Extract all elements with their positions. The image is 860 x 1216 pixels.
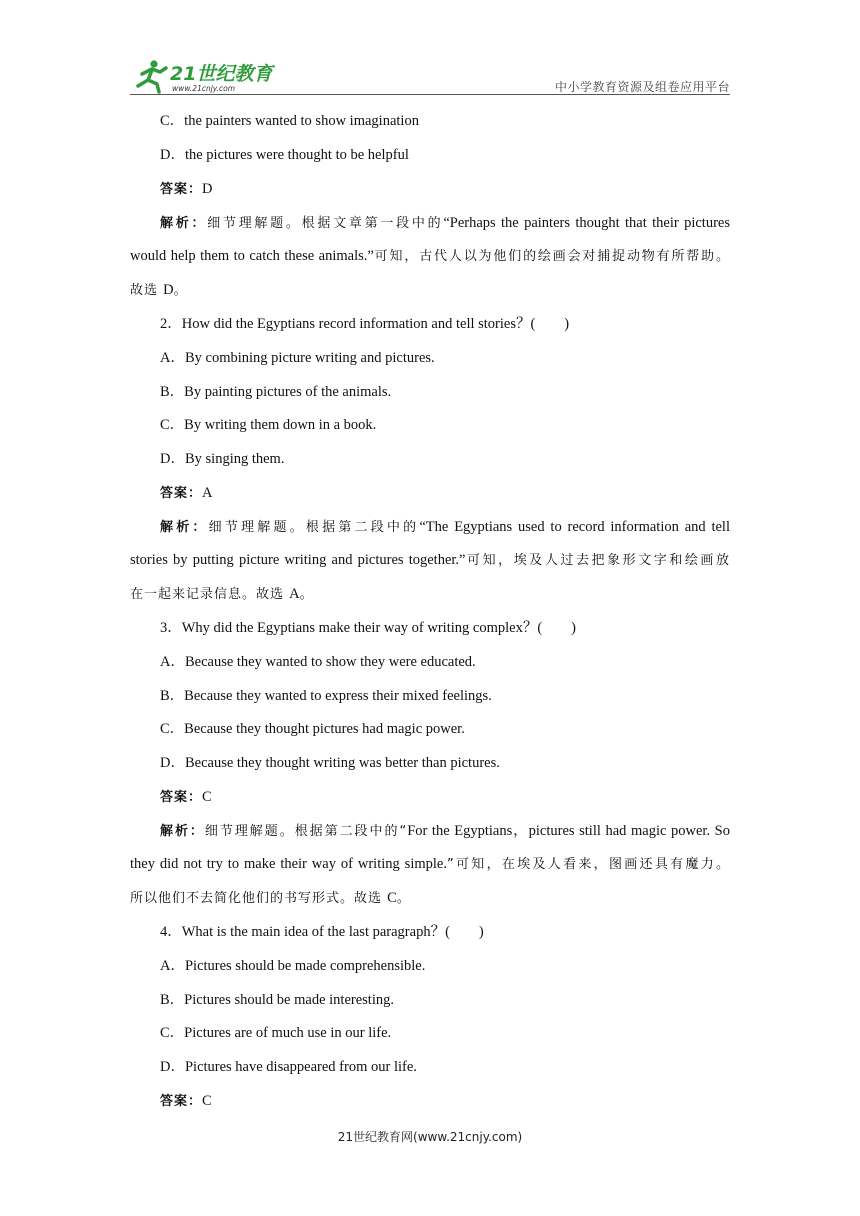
option-line <box>160 449 730 469</box>
text-segment: C．the painters wanted to show imagination <box>160 113 419 129</box>
logo-url: www.21cnjy.com <box>172 84 236 93</box>
header-divider <box>130 94 730 95</box>
text-segment: For the Egyptians，pictures still had magic power. So <box>407 823 730 839</box>
text-segment: 3．Why did the Egyptians make their way of writing complex？( ) <box>160 620 576 636</box>
option-line <box>160 348 730 368</box>
text-segment: 可知，古代人以为他们的绘画会对捕捉动物有所帮助。 <box>373 249 730 264</box>
explanation-line <box>130 888 730 909</box>
text-segment: D．Pictures have disappeared from our life. <box>160 1059 417 1075</box>
option-line <box>160 686 730 706</box>
option-line <box>160 1057 730 1077</box>
text-segment: A <box>289 586 300 602</box>
text-segment: B．By painting pictures of the animals. <box>160 384 392 400</box>
explanation-line <box>160 821 730 842</box>
text-segment: D．Because they thought writing was better than pictures. <box>160 755 500 771</box>
explanation-line <box>130 246 730 267</box>
option-line <box>160 415 730 435</box>
text-segment: A．Pictures should be made comprehensible. <box>160 958 426 974</box>
text-segment: B．Because they wanted to express their mixed feelings. <box>160 688 492 704</box>
explanation-line <box>160 213 730 234</box>
text-segment: C <box>202 1093 212 1109</box>
text-segment: stories by putting picture writing and pictures together.” <box>130 552 466 568</box>
text-segment: 故选 <box>130 283 164 298</box>
option-line <box>160 719 730 739</box>
option-line <box>160 753 730 773</box>
label-text: 答案： <box>160 1094 203 1109</box>
text-segment: “The Egyptians used to record information and tell <box>419 519 730 535</box>
answer-line <box>160 1091 730 1112</box>
text-segment: D．the pictures were thought to be helpful <box>160 147 409 163</box>
option-line <box>160 956 730 976</box>
option-line <box>160 145 730 165</box>
label-text: 答案： <box>160 790 203 805</box>
text-segment: C <box>387 890 397 906</box>
text-segment: D <box>163 282 174 298</box>
text-segment: D <box>202 181 213 197</box>
text-segment: C．By writing them down in a book. <box>160 417 377 433</box>
explanation-line <box>160 517 730 538</box>
question-line <box>160 922 730 942</box>
explanation-line <box>130 550 730 571</box>
option-line <box>160 990 730 1010</box>
label-text: 解析： <box>160 216 208 231</box>
explanation-line <box>130 854 730 875</box>
text-segment: would help them to catch these animals.” <box>130 248 374 264</box>
answer-line <box>160 787 730 808</box>
text-segment: 。 <box>396 891 411 906</box>
text-segment: 。 <box>173 283 188 298</box>
text-segment: 4．What is the main idea of the last paragraph？( ) <box>160 924 484 940</box>
label-text: 答案： <box>160 486 203 501</box>
text-segment: A <box>202 485 213 501</box>
option-line <box>160 1023 730 1043</box>
header-tagline: 中小学教育资源及组卷应用平台 <box>554 80 730 94</box>
explanation-line <box>130 584 730 605</box>
page-header <box>130 56 730 96</box>
text-segment: A．Because they wanted to show they were educated. <box>160 654 476 670</box>
text-segment: A．By combining picture writing and pictures. <box>160 350 435 366</box>
runner-icon <box>138 60 166 92</box>
text-segment: 2．How did the Egyptians record information and tell stories？( ) <box>160 316 570 332</box>
question-line <box>160 314 730 334</box>
text-segment: C．Pictures are of much use in our life. <box>160 1025 392 1041</box>
text-segment: ”可知，在埃及人看来，图画还具有魔力。 <box>446 857 730 872</box>
text-segment: “Perhaps the painters thought that their pictures <box>443 215 730 231</box>
label-text: 解析： <box>160 520 209 535</box>
logo-text: 21世纪教育 <box>170 63 273 85</box>
text-segment: B．Pictures should be made interesting. <box>160 992 394 1008</box>
text-segment: they did not try to make their way of writing simple. <box>130 856 447 872</box>
label-text: 解析： <box>160 824 205 839</box>
text-segment: 可知，埃及人过去把象形文字和绘画放 <box>465 553 730 568</box>
label-text: 答案： <box>160 182 203 197</box>
option-line <box>160 382 730 402</box>
answer-line <box>160 483 730 504</box>
text-segment: 在一起来记录信息。故选 <box>130 587 290 602</box>
site-logo <box>130 58 290 94</box>
page-footer: 21世纪教育网(www.21cnjy.com) <box>337 1130 523 1144</box>
text-segment: 所以他们不去简化他们的书写形式。故选 <box>130 891 388 906</box>
text-segment: 细节理解题。根据文章第一段中的 <box>207 216 444 231</box>
text-segment: 细节理解题。根据第二段中的“ <box>204 824 408 839</box>
text-segment: 细节理解题。根据第二段中的 <box>208 520 420 535</box>
explanation-line <box>130 280 730 301</box>
text-segment: C <box>202 789 212 805</box>
option-line <box>160 652 730 672</box>
text-segment: D．By singing them. <box>160 451 285 467</box>
option-line <box>160 111 730 131</box>
text-segment: 。 <box>299 587 314 602</box>
answer-line <box>160 179 730 200</box>
question-line <box>160 618 730 638</box>
text-segment: C．Because they thought pictures had magic power. <box>160 721 465 737</box>
